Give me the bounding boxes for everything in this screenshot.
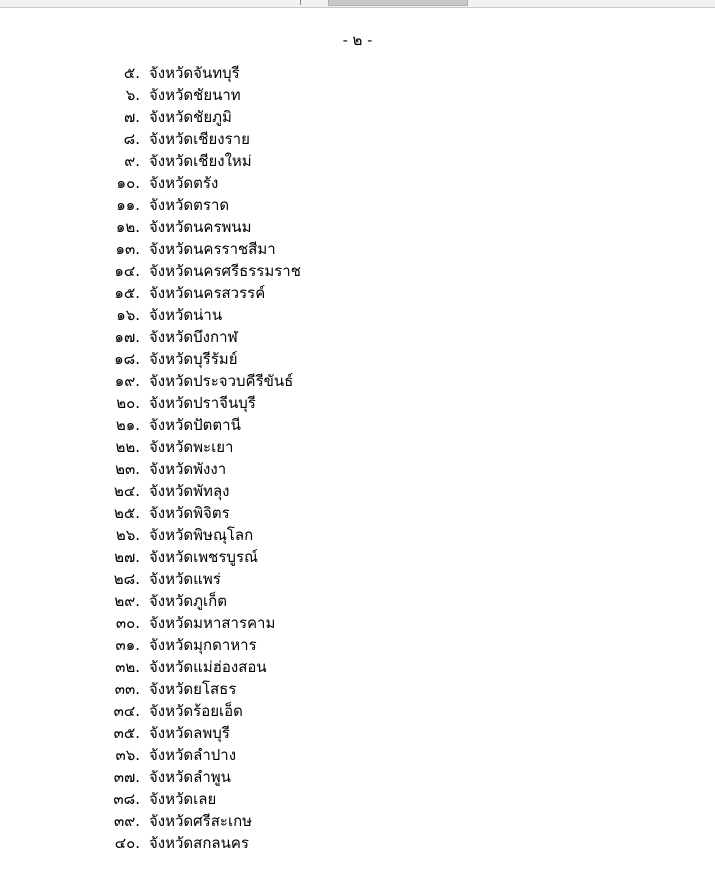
province-name: จังหวัดตราด — [149, 196, 230, 214]
province-name: จังหวัดลำปาง — [149, 746, 237, 764]
province-number: ๗. — [123, 108, 140, 126]
province-name: จังหวัดชัยนาท — [149, 86, 241, 104]
province-name: จังหวัดเชียงราย — [149, 130, 250, 148]
list-item — [0, 678, 715, 700]
province-number: ๑๙. — [114, 372, 140, 390]
province-name: จังหวัดปัตตานี — [149, 416, 241, 434]
province-name: จังหวัดจันทบุรี — [149, 64, 240, 82]
province-name: จังหวัดเชียงใหม่ — [149, 152, 252, 170]
list-item — [0, 128, 715, 150]
province-number: ๒๐. — [116, 394, 140, 412]
list-item — [0, 722, 715, 744]
page-separator-tick — [300, 0, 301, 5]
province-name: จังหวัดแพร่ — [149, 570, 221, 588]
list-item — [0, 502, 715, 524]
list-item — [0, 524, 715, 546]
province-number: ๑๕. — [114, 284, 140, 302]
province-name: จังหวัดลพบุรี — [149, 724, 230, 742]
province-number: ๒๑. — [115, 416, 140, 434]
list-item — [0, 634, 715, 656]
province-number: ๑๖. — [116, 306, 140, 324]
list-item — [0, 260, 715, 282]
list-item — [0, 832, 715, 854]
province-name: จังหวัดยโสธร — [149, 680, 237, 698]
list-item — [0, 546, 715, 568]
province-number: ๒๖. — [115, 526, 140, 544]
province-name: จังหวัดมหาสารคาม — [149, 614, 276, 632]
list-item — [0, 436, 715, 458]
horizontal-scrollbar-thumb[interactable] — [328, 0, 468, 6]
province-number: ๑๐. — [116, 174, 140, 192]
province-number: ๓๖. — [115, 746, 140, 764]
province-number: ๓๙. — [113, 812, 140, 830]
page-number: - ๒ - — [342, 31, 373, 49]
province-number: ๒๓. — [115, 460, 140, 478]
province-name: จังหวัดมุกดาหาร — [149, 636, 257, 654]
province-name: จังหวัดพิษณุโลก — [149, 526, 254, 544]
province-number: ๒๙. — [114, 592, 140, 610]
list-item — [0, 656, 715, 678]
province-number: ๑๘. — [114, 350, 140, 368]
province-name: จังหวัดพิจิตร — [149, 504, 230, 522]
list-item — [0, 568, 715, 590]
province-number: ๓๔. — [113, 702, 140, 720]
province-name: จังหวัดเลย — [149, 790, 217, 808]
list-item — [0, 326, 715, 348]
list-item — [0, 458, 715, 480]
province-number: ๙. — [124, 152, 140, 170]
list-item — [0, 612, 715, 634]
list-item — [0, 282, 715, 304]
province-number: ๓๑. — [115, 636, 140, 654]
list-item — [0, 84, 715, 106]
province-name: จังหวัดเพชรบูรณ์ — [149, 548, 258, 566]
province-name: จังหวัดบึงกาฬ — [149, 328, 238, 346]
province-number: ๔๐. — [114, 834, 140, 852]
province-name: จังหวัดนครราชสีมา — [149, 240, 276, 258]
province-number: ๖. — [125, 86, 140, 104]
province-name: จังหวัดประจวบคีรีขันธ์ — [149, 372, 294, 390]
list-item — [0, 744, 715, 766]
list-item — [0, 788, 715, 810]
province-number: ๕. — [123, 64, 140, 82]
list-item — [0, 304, 715, 326]
province-number: ๘. — [123, 130, 140, 148]
province-number: ๑๗. — [114, 328, 140, 346]
province-number: ๑๓. — [115, 240, 140, 258]
list-item — [0, 700, 715, 722]
province-number: ๒๒. — [115, 438, 140, 456]
province-name: จังหวัดศรีสะเกษ — [149, 812, 253, 830]
list-item — [0, 150, 715, 172]
province-name: จังหวัดน่าน — [149, 306, 223, 324]
province-number: ๒๗. — [114, 548, 140, 566]
list-item — [0, 216, 715, 238]
province-name: จังหวัดพะเยา — [149, 438, 234, 456]
list-item — [0, 766, 715, 788]
list-item — [0, 370, 715, 392]
list-item — [0, 238, 715, 260]
list-item — [0, 172, 715, 194]
province-number: ๒๕. — [113, 504, 140, 522]
list-item — [0, 348, 715, 370]
list-item — [0, 106, 715, 128]
province-name: จังหวัดปราจีนบุรี — [149, 394, 256, 412]
province-number: ๓๘. — [113, 790, 140, 808]
list-item — [0, 62, 715, 84]
province-number: ๒๔. — [113, 482, 140, 500]
province-name: จังหวัดนครพนม — [149, 218, 252, 236]
province-name: จังหวัดตรัง — [149, 174, 219, 192]
province-number: ๓๕. — [113, 724, 140, 742]
province-name: จังหวัดบุรีรัมย์ — [149, 350, 238, 368]
province-number: ๓๐. — [115, 614, 140, 632]
province-name: จังหวัดพังงา — [149, 460, 227, 478]
province-name: จังหวัดร้อยเอ็ด — [149, 702, 243, 720]
list-item — [0, 414, 715, 436]
province-number: ๑๔. — [114, 262, 140, 280]
province-name: จังหวัดสกลนคร — [149, 834, 249, 852]
list-item — [0, 480, 715, 502]
list-item — [0, 392, 715, 414]
list-item — [0, 810, 715, 832]
province-number: ๑๒. — [115, 218, 140, 236]
list-item — [0, 194, 715, 216]
province-name: จังหวัดนครสวรรค์ — [149, 284, 266, 302]
list-item — [0, 590, 715, 612]
province-name: จังหวัดแม่ฮ่องสอน — [149, 658, 267, 676]
province-number: ๑๑. — [116, 196, 140, 214]
province-name: จังหวัดชัยภูมิ — [149, 108, 232, 126]
province-name: จังหวัดนครศรีธรรมราช — [149, 262, 301, 280]
province-name: จังหวัดพัทลุง — [149, 482, 230, 500]
province-name: จังหวัดลำพูน — [149, 768, 231, 786]
province-number: ๒๘. — [113, 570, 140, 588]
province-list — [0, 62, 715, 854]
province-number: ๓๒. — [115, 658, 140, 676]
viewer-top-bar — [0, 0, 715, 8]
province-name: จังหวัดภูเก็ต — [149, 592, 228, 610]
province-number: ๓๓. — [114, 680, 140, 698]
province-number: ๓๗. — [113, 768, 140, 786]
